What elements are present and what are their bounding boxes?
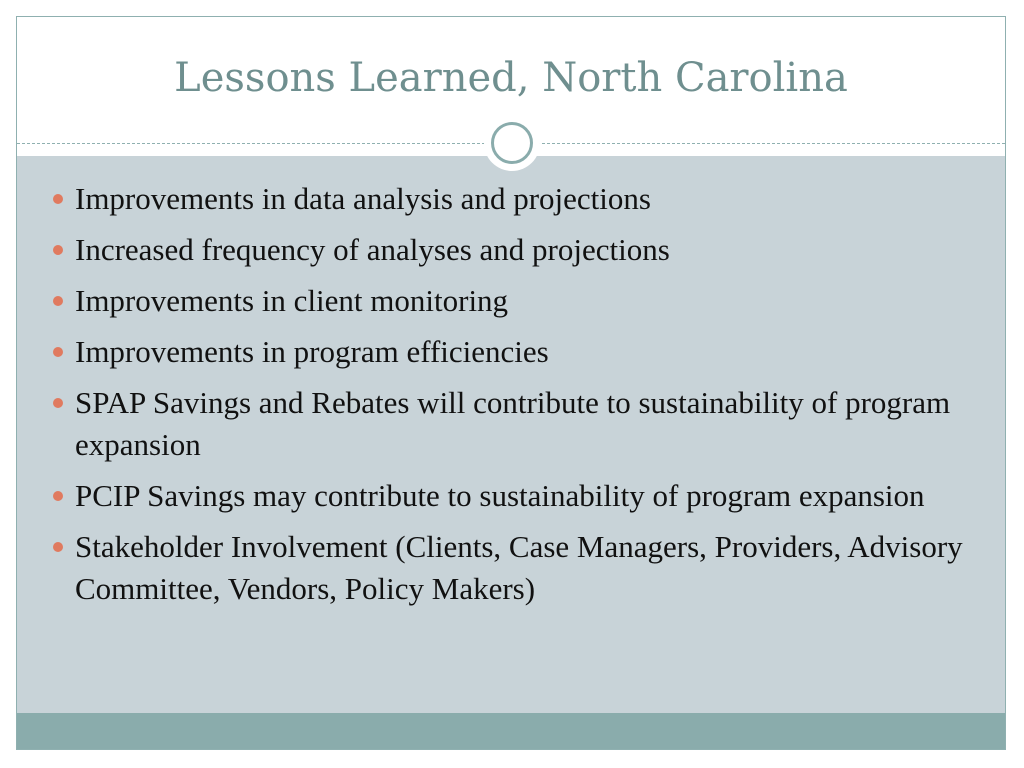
bullet-text: Improvements in data analysis and projections — [75, 181, 651, 216]
bullet-text: Improvements in program efficiencies — [75, 334, 549, 369]
bullet-text: PCIP Savings may contribute to sustainability of program expansion — [75, 478, 925, 513]
circle-ornament-icon — [484, 115, 540, 171]
footer-band — [17, 713, 1005, 749]
bullet-text: Stakeholder Involvement (Clients, Case Managers, Providers, Advisory Committee, Vendors, Policy Makers) — [75, 529, 963, 606]
bullet-dot-icon — [53, 194, 63, 204]
bullet-item — [47, 475, 987, 517]
bullet-list — [47, 178, 987, 619]
slide — [16, 16, 1006, 750]
bullet-dot-icon — [53, 398, 63, 408]
bullet-item — [47, 280, 987, 322]
ring-icon — [491, 122, 533, 164]
slide-title: Lessons Learned, North Carolina — [174, 55, 848, 101]
bullet-item — [47, 331, 987, 373]
bullet-dot-icon — [53, 347, 63, 357]
bullet-item — [47, 178, 987, 220]
bullet-dot-icon — [53, 542, 63, 552]
bullet-dot-icon — [53, 491, 63, 501]
bullet-dot-icon — [53, 245, 63, 255]
bullet-text: Improvements in client monitoring — [75, 283, 509, 318]
bullet-text: Increased frequency of analyses and projections — [75, 232, 670, 267]
bullet-dot-icon — [53, 296, 63, 306]
bullet-item — [47, 526, 987, 610]
bullet-item — [47, 382, 987, 466]
bullet-item — [47, 229, 987, 271]
bullet-text: SPAP Savings and Rebates will contribute to sustainability of program expansion — [75, 385, 951, 462]
